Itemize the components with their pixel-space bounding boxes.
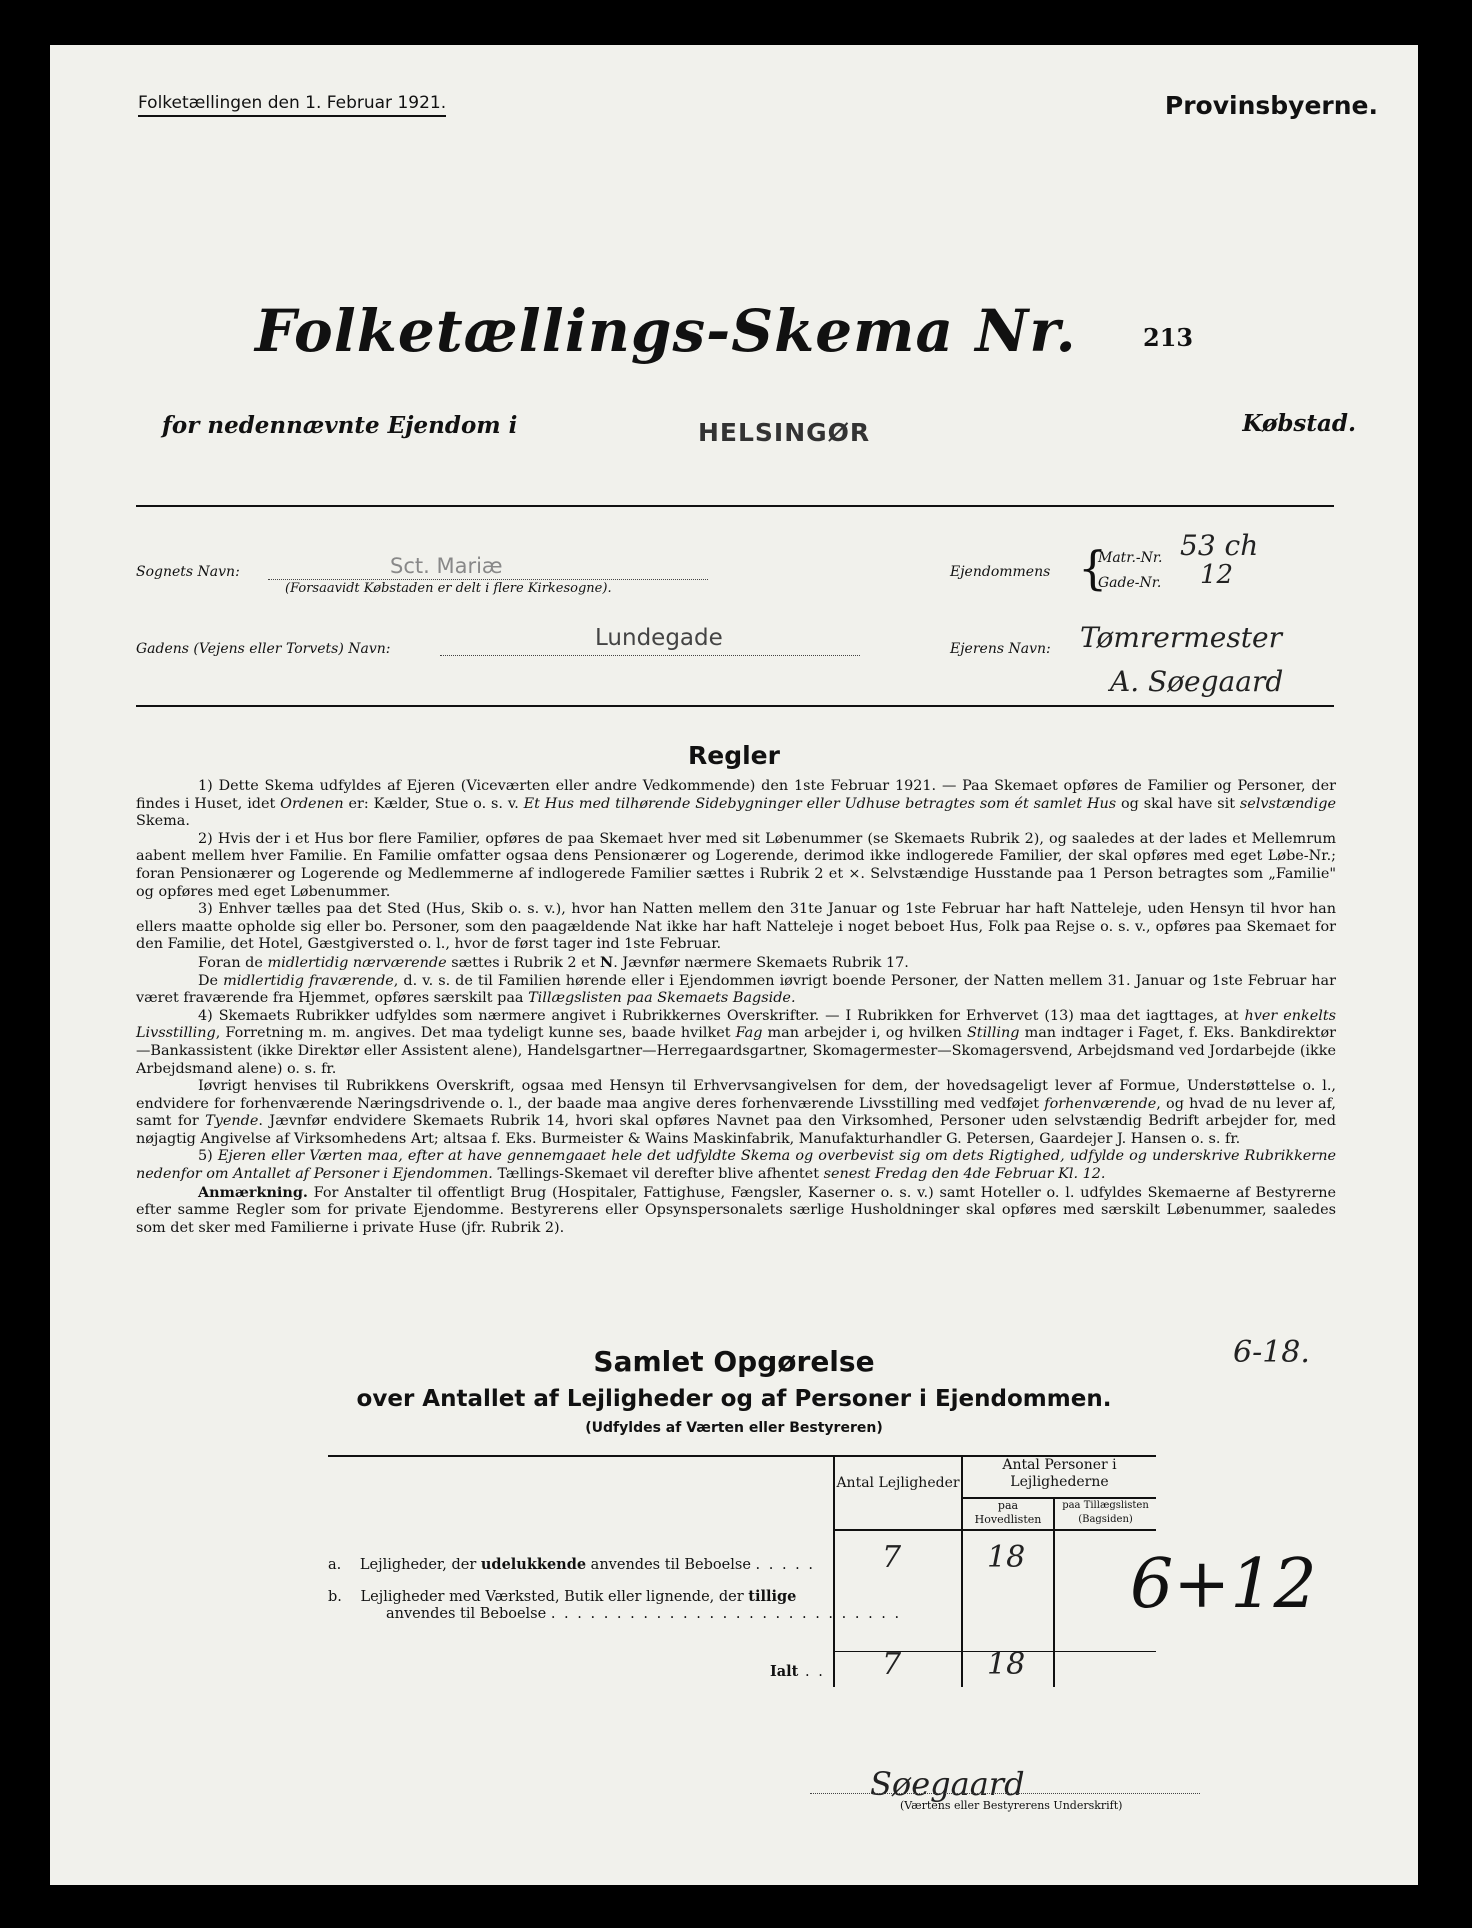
- owner-line1: Tømrermester: [1080, 621, 1282, 654]
- owner-line2: A. Søegaard: [1110, 665, 1284, 698]
- matr-value: 53 ch: [1180, 529, 1259, 562]
- table-vline-3: [1053, 1499, 1055, 1687]
- street-line: [440, 655, 860, 656]
- rule-3c: De midlertidig fraværende, d. v. s. de til Familien hørende eller i Ejendommen iøvrigt boende Personer, der Natten mellem 31. Januar og 1ste Februar har været fraværende fra Hjemmet, opføres særskilt paa Tillægslisten paa Skemaets Bagside.: [136, 972, 1336, 1007]
- parish-line: [268, 579, 708, 580]
- row-b-label: [328, 1588, 796, 1605]
- row-b-text-bold: tillige: [748, 1588, 797, 1605]
- rule-3b: Foran de midlertidig nærværende sættes i Rubrik 2 et N. Jævnfør nærmere Skemaets Rubrik 17.: [198, 953, 909, 971]
- rule-2: 2) Hvis der i et Hus bor flere Familier, opføres de paa Skemaet hver med sit Løbenummer (se Skemaets Rubrik 2), og saaledes at der lades et Mellemrum aabent mellem hver Familie. En Familie omfatter ogsaa dens Pensionærer og Logerende, derimod ikke indlogerede Familier, der skal opføres med eget Løbe-Nr.; foran Pensionærer og Logerende og Medlemmerne af indlogerede Familier sættes i Rubrik 2 et ×. Selvstændige Husstande paa 1 Person betragtes som „Familie" og opføres med eget Løbenummer.: [136, 830, 1336, 900]
- divider-fields: [136, 705, 1334, 707]
- col-apartments-header: Antal Lejligheder: [836, 1475, 960, 1491]
- signature-line: [810, 1793, 1200, 1794]
- property-brace: {: [1078, 541, 1108, 595]
- parish-label: Sognets Navn:: [136, 564, 240, 580]
- property-label: Ejendommens: [950, 564, 1051, 580]
- street-label: Gadens (Vejens eller Torvets) Navn:: [136, 641, 391, 657]
- parish-value: Sct. Mariæ: [390, 554, 503, 578]
- total-apartments: 7: [882, 1647, 902, 1682]
- row-a-text-post: anvendes til Beboelse: [586, 1557, 751, 1573]
- summary-heading: Samlet Opgørelse: [593, 1345, 875, 1378]
- region-header: Provinsbyerne.: [1164, 91, 1378, 120]
- rule-5: 5) Ejeren eller Værten maa, efter at have gennemgaaet hele det udfyldte Skema og overbevist sig om dets Rigtighed, udfylde og underskrive Rubrikkerne nedenfor om Antallet af Personer i Ejendommen. Tællings-Skemaet vil derefter blive afhentet senest Fredag den 4de Februar Kl. 12.: [136, 1148, 1336, 1183]
- street-value: Lundegade: [595, 625, 723, 651]
- row-a-apartments: 7: [882, 1540, 902, 1575]
- parish-note: (Forsaavidt Købstaden er delt i flere Kirkesogne).: [285, 581, 612, 596]
- rule-note: Anmærkning. For Anstalter til offentligt Brug (Hospitaler, Fattighuse, Fængsler, Kaserner o. s. v.) samt Hoteller o. l. udfyldes Skemaerne af Bestyrerne efter samme Regler som for private Ejendomme. Bestyrerens eller Opsynspersonalets særlige Husholdninger skal opføres med særskilt Løbenummer, saaledes som det sker med Familierne i private Huse (jfr. Rubrik 2).: [136, 1183, 1336, 1236]
- gade-label: Gade-Nr.: [1098, 575, 1162, 591]
- row-b-text-line2: anvendes til Beboelse: [386, 1606, 547, 1622]
- row-a-label: a. Lejligheder, der udelukkende anvendes til Beboelse . . . . .: [328, 1556, 815, 1573]
- row-a-letter: a.: [328, 1557, 342, 1573]
- signature: Søegaard: [870, 1765, 1025, 1803]
- table-header-rule: [833, 1529, 1156, 1531]
- census-date-header: Folketællingen den 1. Februar 1921.: [138, 93, 446, 117]
- row-a-text-pre: Lejligheder, der: [359, 1557, 481, 1573]
- rule-4b: Iøvrigt henvises til Rubrikkens Overskrift, ogsaa med Hensyn til Erhvervsangivelsen for dem, der hovedsageligt lever af Formue, Understøttelse o. l., endvidere for forhenværende Næringsdrivende o. l., der baade maa angive deres forhenværende Livsstilling med vedføjet forhenværende, og hvad de nu lever af, samt for Tyende. Jævnfør endvidere Skemaets Rubrik 14, hvori skal opføres Navnet paa den Virksomhed, Personer uden selvstændig Bedrift arbejder for, med nøjagtig Angivelse af Virksomhedens Art; altsaa f. Eks. Burmeister & Wains Maskinfabrik, Manufakturhandler G. Petersen, Gaardejer J. Hansen o. s. fr.: [136, 1078, 1336, 1147]
- total-persons: 18: [987, 1647, 1026, 1682]
- signature-label: (Værtens eller Bestyrerens Underskrift): [900, 1799, 1123, 1812]
- summary-margin-note: 6-18.: [1233, 1335, 1310, 1370]
- rule-1: 1) Dette Skema udfyldes af Ejeren (Viceværten eller andre Vedkommende) den 1ste Februar 1921. — Paa Skemaet opføres de Familier og Personer, der findes i Huset, idet Ordenen er: Kælder, Stue o. s. v. Et Hus med tilhørende Sidebygninger eller Udhuse betragtes som ét samlet Hus og skal have sit selvstændige Skema.: [136, 778, 1336, 830]
- big-margin-note: 6+12: [1130, 1545, 1317, 1624]
- rule-3: 3) Enhver tælles paa det Sted (Hus, Skib o. s. v.), hvor han Natten mellem den 31te Januar og 1ste Februar har haft Natteleje, uden Hensyn til hvor han ellers maatte opholde sig eller bo. Personer, som den paagældende Nat ikke har haft Natteleje i noget beboet Hus, Folk paa Rejse o. s. v., opføres paa Skemaet for den Familie, det Hotel, Gæstgiversted o. l., hvor de først tager ind 1ste Februar.: [136, 901, 1336, 953]
- rule-4: 4) Skemaets Rubrikker udfyldes som nærmere angivet i Rubrikkernes Overskrifter. — I Rubrikken for Erhvervet (13) maa det iagttages, at hver enkelts Livsstilling, Forretning m. m. angives. Det maa tydeligt kunne ses, baade hvilket Fag man arbejder i, og hvilken Stilling man indtager i Faget, f. Eks. Bankdirektør—Bankassistent (ikke Direktør eller Assistent alene), Handelsgartner—Herregaardsgartner, Skomagermester—Skomagersvend, Arbejdsmand ved Jordarbejde (ikke Arbejdsmand alene) o. s. fr.: [136, 1007, 1336, 1077]
- row-b-label-2: anvendes til Beboelse . . . . . . . . . . . . . . . . . . . . . . . . . . .: [386, 1606, 902, 1622]
- form-title: Folketællings-Skema Nr.: [255, 297, 1077, 365]
- row-a-persons: 18: [987, 1540, 1026, 1575]
- subtitle-suffix: Købstad.: [1242, 410, 1356, 437]
- town-stamp: HELSINGØR: [698, 418, 871, 447]
- col-supp-header: paa Tillægslisten (Bagsiden): [1062, 1500, 1149, 1525]
- owner-label: Ejerens Navn:: [950, 641, 1051, 657]
- subtitle-prefix: for nedennævnte Ejendom i: [162, 412, 518, 439]
- form-number: 213: [1143, 323, 1194, 352]
- row-b-letter: b.: [328, 1589, 342, 1605]
- summary-note: (Udfyldes af Værten eller Bestyreren): [585, 1420, 883, 1436]
- divider-top: [136, 505, 1334, 507]
- matr-label: Matr.-Nr.: [1098, 550, 1163, 566]
- census-form-sheet: [50, 45, 1418, 1885]
- summary-subheading: over Antallet af Lejligheder og af Personer i Ejendommen.: [356, 1386, 1112, 1412]
- col-persons-header: Antal Personer i Lejlighederne: [1002, 1457, 1117, 1490]
- total-label: Ialt . .: [770, 1663, 825, 1680]
- rules-heading: Regler: [688, 741, 780, 770]
- rules-text: [136, 778, 1336, 1237]
- row-a-text-bold: udelukkende: [480, 1556, 587, 1573]
- row-b-text-pre: Lejligheder med Værksted, Butik eller lignende, der: [360, 1589, 749, 1605]
- gade-value: 12: [1200, 560, 1234, 590]
- col-main-header: paa Hovedlisten: [974, 1499, 1042, 1526]
